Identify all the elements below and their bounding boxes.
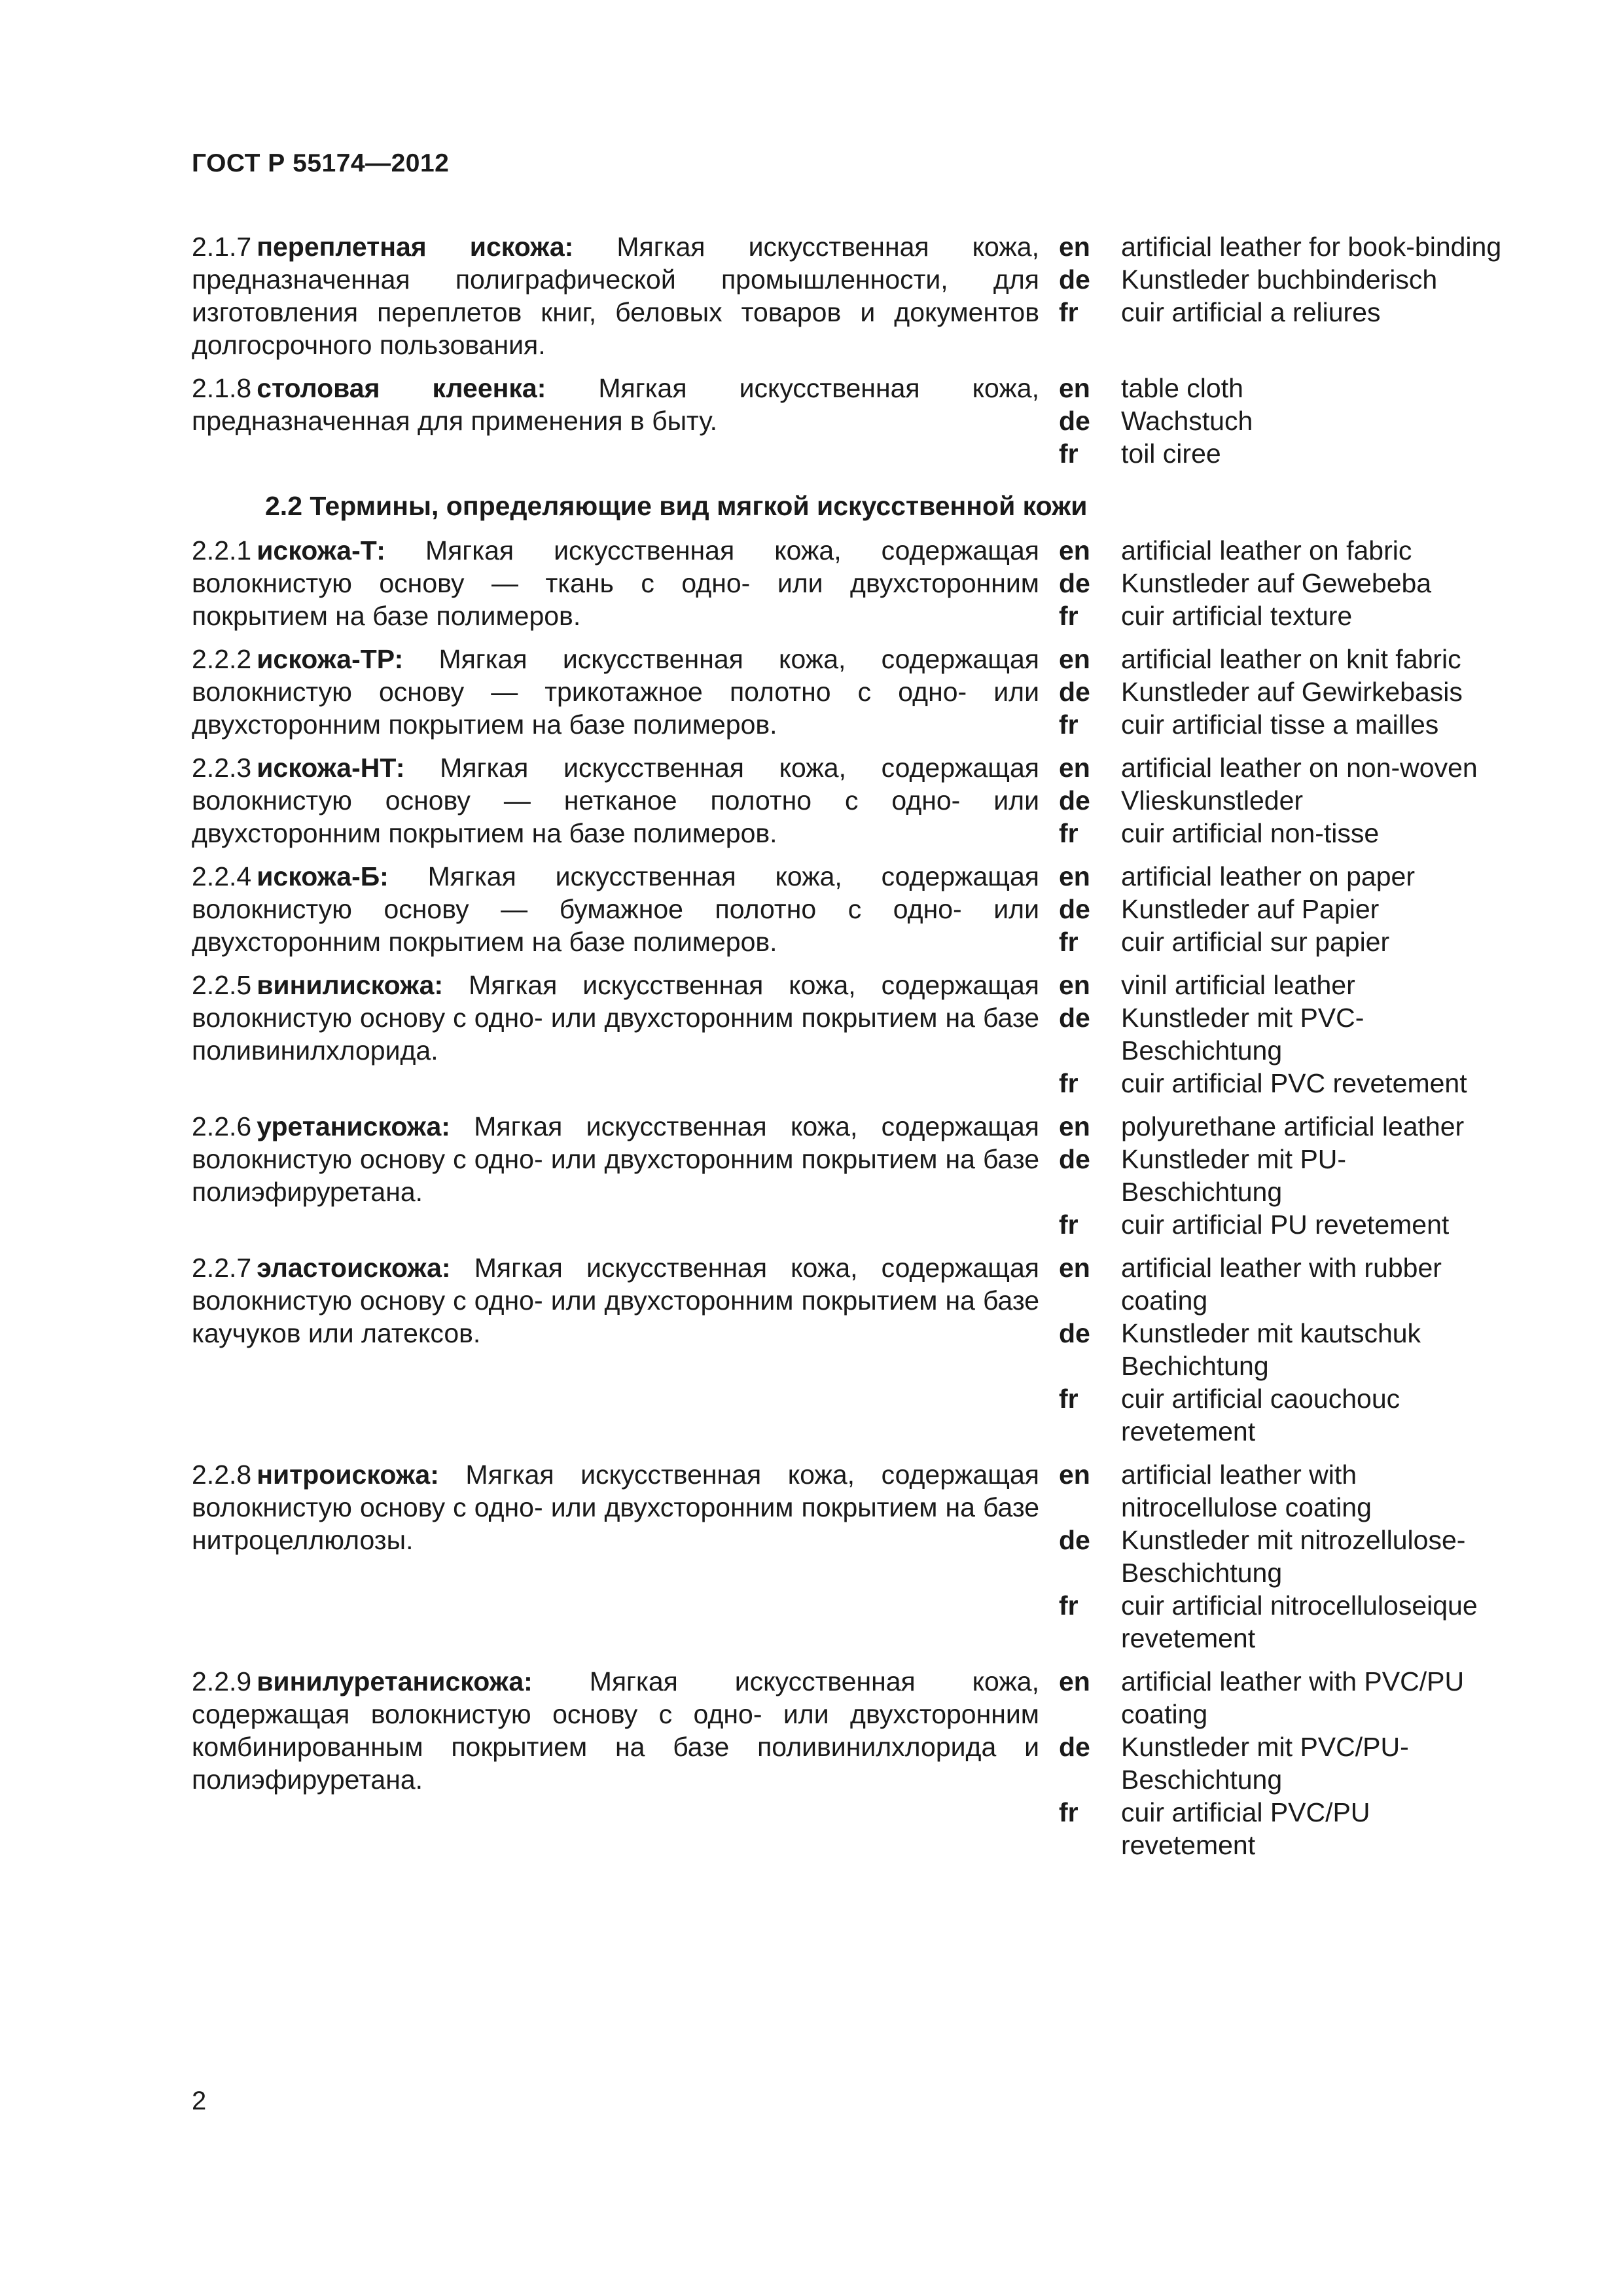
language-code: fr — [1059, 1068, 1079, 1098]
foreign-equivalent-row — [1059, 675, 1507, 708]
foreign-term: Kunstleder auf Gewebeba — [1121, 568, 1432, 598]
foreign-equivalent-row — [1059, 860, 1507, 893]
term-definition: Мягкая искусственная кожа, содержащая волокнистую основу — ткань с одно- или двухсторонним покрытием на базе полимеров. — [192, 535, 1039, 631]
foreign-term: Kunstleder mit PVC-Beschichtung — [1121, 1003, 1364, 1066]
foreign-term: Kunstleder mit PVC/PU-Beschichtung — [1121, 1732, 1409, 1795]
foreign-equivalents — [1059, 1110, 1507, 1241]
language-code: fr — [1059, 709, 1079, 740]
language-code: en — [1059, 1253, 1090, 1283]
language-code: de — [1059, 264, 1090, 295]
foreign-term: artificial leather for book-binding — [1121, 232, 1502, 262]
foreign-equivalent-row — [1059, 567, 1507, 600]
term-definition: Мягкая искусственная кожа, содержащая волокнистую основу с одно- или двухсторонним комбинированным покрытием на базе поливинилхлорида и полиэфируретана. — [192, 1666, 1039, 1795]
foreign-equivalent-row — [1059, 784, 1507, 817]
language-code: fr — [1059, 297, 1079, 327]
foreign-term: Vlieskunstleder — [1121, 785, 1304, 816]
term-definition: Мягкая искусственная кожа, предназначенная полиграфической промышленности, для изготовления переплетов книг, беловых товаров и документов долгосрочного пользования. — [192, 232, 1040, 360]
section-title: Термины, определяющие вид мягкой искусственной кожи — [310, 491, 1088, 521]
foreign-equivalent-row — [1059, 263, 1507, 296]
term-name: эластоискожа: — [257, 1253, 451, 1283]
term-name: искожа-Б: — [257, 861, 389, 891]
terms-list — [192, 230, 1507, 1872]
term-definition-block — [192, 534, 1039, 632]
foreign-term: Kunstleder auf Papier — [1121, 894, 1380, 924]
term-name: столовая клеенка: — [257, 373, 546, 403]
foreign-term: Wachstuch — [1121, 406, 1253, 436]
term-name: нитроискожа: — [257, 1460, 439, 1490]
term-definition: Мягкая искусственная кожа, содержащая волокнистую основу с одно- или двухсторонним покрытием на базе поливинилхлорида. — [192, 970, 1039, 1066]
term-entry — [192, 1665, 1507, 1861]
language-code: en — [1059, 861, 1090, 891]
foreign-equivalent-row — [1059, 1110, 1507, 1143]
term-definition: Мягкая искусственная кожа, содержащая волокнистую основу — бумажное полотно с одно- или двухсторонним покрытием на базе полимеров. — [192, 861, 1039, 957]
term-number: 2.2.3 — [192, 753, 252, 783]
foreign-term: cuir artificial caouchouc revetement — [1121, 1384, 1400, 1446]
foreign-equivalent-row — [1059, 1001, 1507, 1067]
foreign-term: Kunstleder auf Gewirkebasis — [1121, 677, 1463, 707]
foreign-term: artificial leather on fabric — [1121, 535, 1412, 565]
term-definition-block — [192, 643, 1039, 741]
foreign-equivalents — [1059, 534, 1507, 632]
foreign-term: Kunstleder mit kautschuk Bechichtung — [1121, 1318, 1421, 1381]
term-definition-block — [192, 1665, 1039, 1796]
term-number: 2.1.8 — [192, 373, 252, 403]
term-entry — [192, 969, 1507, 1100]
section-heading — [265, 490, 1507, 522]
foreign-equivalents — [1059, 643, 1507, 741]
language-code: fr — [1059, 1590, 1079, 1621]
term-definition: Мягкая искусственная кожа, содержащая волокнистую основу с одно- или двухсторонним покрытием на базе полиэфируретана. — [192, 1111, 1039, 1207]
foreign-term: artificial leather on knit fabric — [1121, 644, 1461, 674]
language-code: en — [1059, 373, 1090, 403]
foreign-equivalent-row — [1059, 600, 1507, 632]
term-entry — [192, 643, 1507, 741]
foreign-term: cuir artificial PU revetement — [1121, 1210, 1450, 1240]
term-definition: Мягкая искусственная кожа, предназначенная для применения в быту. — [192, 373, 1039, 436]
foreign-term: cuir artificial texture — [1121, 601, 1353, 631]
foreign-equivalent-row — [1059, 1382, 1507, 1448]
foreign-term: cuir artificial sur papier — [1121, 927, 1390, 957]
foreign-term: cuir artificial non-tisse — [1121, 818, 1380, 848]
foreign-term: cuir artificial PVC/PU revetement — [1121, 1797, 1370, 1860]
foreign-equivalents — [1059, 1665, 1507, 1861]
foreign-equivalents — [1059, 230, 1507, 329]
foreign-equivalent-row — [1059, 1589, 1507, 1655]
foreign-term: cuir artificial PVC revetement — [1121, 1068, 1467, 1098]
foreign-equivalents — [1059, 969, 1507, 1100]
foreign-equivalent-row — [1059, 1317, 1507, 1382]
foreign-equivalent-row — [1059, 1251, 1507, 1317]
foreign-equivalent-row — [1059, 751, 1507, 784]
language-code: en — [1059, 1111, 1090, 1141]
language-code: de — [1059, 1525, 1090, 1555]
term-number: 2.2.4 — [192, 861, 252, 891]
foreign-term: Kunstleder mit PU-Beschichtung — [1121, 1144, 1347, 1207]
term-number: 2.2.2 — [192, 644, 252, 674]
language-code: fr — [1059, 927, 1079, 957]
language-code: de — [1059, 785, 1090, 816]
language-code: en — [1059, 1666, 1090, 1696]
foreign-equivalents — [1059, 1251, 1507, 1448]
language-code: en — [1059, 232, 1090, 262]
language-code: en — [1059, 535, 1090, 565]
foreign-equivalent-row — [1059, 1067, 1507, 1100]
language-code: fr — [1059, 439, 1079, 469]
foreign-equivalents — [1059, 372, 1507, 470]
foreign-equivalent-row — [1059, 1458, 1507, 1524]
foreign-term: Kunstleder mit nitrozellulose-Beschichtung — [1121, 1525, 1466, 1588]
language-code: de — [1059, 568, 1090, 598]
language-code: fr — [1059, 1210, 1079, 1240]
term-entry — [192, 534, 1507, 632]
term-name: уретанискожа: — [257, 1111, 450, 1141]
term-definition-block — [192, 1110, 1039, 1208]
foreign-equivalent-row — [1059, 230, 1507, 263]
term-entry — [192, 860, 1507, 958]
term-entry — [192, 751, 1507, 850]
top-entries — [192, 230, 1507, 470]
term-name: винилискожа: — [257, 970, 444, 1000]
foreign-term: artificial leather on non-woven — [1121, 753, 1478, 783]
foreign-equivalent-row — [1059, 296, 1507, 329]
foreign-equivalent-row — [1059, 534, 1507, 567]
term-entry — [192, 1110, 1507, 1241]
foreign-term: artificial leather with PVC/PU coating — [1121, 1666, 1465, 1729]
term-number: 2.1.7 — [192, 232, 252, 262]
foreign-equivalents — [1059, 860, 1507, 958]
language-code: fr — [1059, 601, 1079, 631]
foreign-term: cuir artificial nitrocelluloseique revetement — [1121, 1590, 1478, 1653]
term-entry — [192, 1251, 1507, 1448]
term-definition: Мягкая искусственная кожа, содержащая волокнистую основу — трикотажное полотно с одно- или двухсторонним покрытием на базе полимеров. — [192, 644, 1039, 740]
foreign-term: artificial leather with rubber coating — [1121, 1253, 1442, 1316]
term-entry — [192, 372, 1507, 470]
foreign-equivalent-row — [1059, 1143, 1507, 1208]
section-number: 2.2 — [265, 491, 302, 521]
term-definition: Мягкая искусственная кожа, содержащая волокнистую основу с одно- или двухсторонним покрытием на базе нитроцеллюлозы. — [192, 1460, 1039, 1555]
foreign-equivalent-row — [1059, 969, 1507, 1001]
term-name: переплетная искожа: — [257, 232, 574, 262]
term-definition-block — [192, 969, 1039, 1067]
foreign-term: cuir artificial tisse a mailles — [1121, 709, 1439, 740]
language-code: en — [1059, 1460, 1090, 1490]
term-definition-block — [192, 1251, 1039, 1350]
term-name: искожа-ТР: — [257, 644, 404, 674]
term-name: винилуретанискожа: — [257, 1666, 533, 1696]
language-code: de — [1059, 894, 1090, 924]
language-code: en — [1059, 753, 1090, 783]
foreign-equivalent-row — [1059, 708, 1507, 741]
language-code: de — [1059, 1318, 1090, 1348]
language-code: fr — [1059, 818, 1079, 848]
term-definition: Мягкая искусственная кожа, содержащая волокнистую основу с одно- или двухсторонним покрытием на базе каучуков или латексов. — [192, 1253, 1039, 1348]
language-code: en — [1059, 644, 1090, 674]
term-definition-block — [192, 230, 1039, 361]
term-entry — [192, 230, 1507, 361]
foreign-term: cuir artificial a reliures — [1121, 297, 1381, 327]
foreign-term: polyurethane artificial leather — [1121, 1111, 1465, 1141]
language-code: en — [1059, 970, 1090, 1000]
term-name: искожа-НТ: — [257, 753, 405, 783]
document-code-header: ГОСТ Р 55174—2012 — [192, 149, 450, 177]
language-code: fr — [1059, 1384, 1079, 1414]
foreign-equivalent-row — [1059, 1524, 1507, 1589]
language-code: de — [1059, 1144, 1090, 1174]
foreign-equivalent-row — [1059, 817, 1507, 850]
foreign-equivalent-row — [1059, 437, 1507, 470]
language-code: fr — [1059, 1797, 1079, 1827]
foreign-term: table cloth — [1121, 373, 1243, 403]
term-definition-block — [192, 372, 1039, 437]
foreign-equivalent-row — [1059, 1731, 1507, 1796]
term-number: 2.2.1 — [192, 535, 252, 565]
term-definition-block — [192, 751, 1039, 850]
language-code: de — [1059, 1732, 1090, 1762]
foreign-equivalent-row — [1059, 1208, 1507, 1241]
language-code: de — [1059, 406, 1090, 436]
foreign-equivalent-row — [1059, 925, 1507, 958]
main-entries — [192, 534, 1507, 1861]
term-definition-block — [192, 860, 1039, 958]
term-entry — [192, 1458, 1507, 1655]
foreign-equivalent-row — [1059, 1665, 1507, 1731]
term-definition: Мягкая искусственная кожа, содержащая волокнистую основу — нетканое полотно с одно- или двухсторонним покрытием на базе полимеров. — [192, 753, 1039, 848]
foreign-term: artificial leather with nitrocellulose coating — [1121, 1460, 1372, 1522]
foreign-equivalent-row — [1059, 404, 1507, 437]
term-number: 2.2.8 — [192, 1460, 252, 1490]
term-name: искожа-Т: — [257, 535, 385, 565]
foreign-term: vinil artificial leather — [1121, 970, 1355, 1000]
foreign-term: Kunstleder buchbinderisch — [1121, 264, 1438, 295]
term-number: 2.2.7 — [192, 1253, 252, 1283]
foreign-term: artificial leather on paper — [1121, 861, 1415, 891]
term-definition-block — [192, 1458, 1039, 1556]
term-number: 2.2.5 — [192, 970, 252, 1000]
foreign-term: toil ciree — [1121, 439, 1221, 469]
language-code: de — [1059, 677, 1090, 707]
foreign-equivalents — [1059, 1458, 1507, 1655]
page-number: 2 — [192, 2087, 207, 2115]
foreign-equivalents — [1059, 751, 1507, 850]
foreign-equivalent-row — [1059, 372, 1507, 404]
term-number: 2.2.6 — [192, 1111, 252, 1141]
foreign-equivalent-row — [1059, 1796, 1507, 1861]
term-number: 2.2.9 — [192, 1666, 252, 1696]
language-code: de — [1059, 1003, 1090, 1033]
foreign-equivalent-row — [1059, 643, 1507, 675]
foreign-equivalent-row — [1059, 893, 1507, 925]
